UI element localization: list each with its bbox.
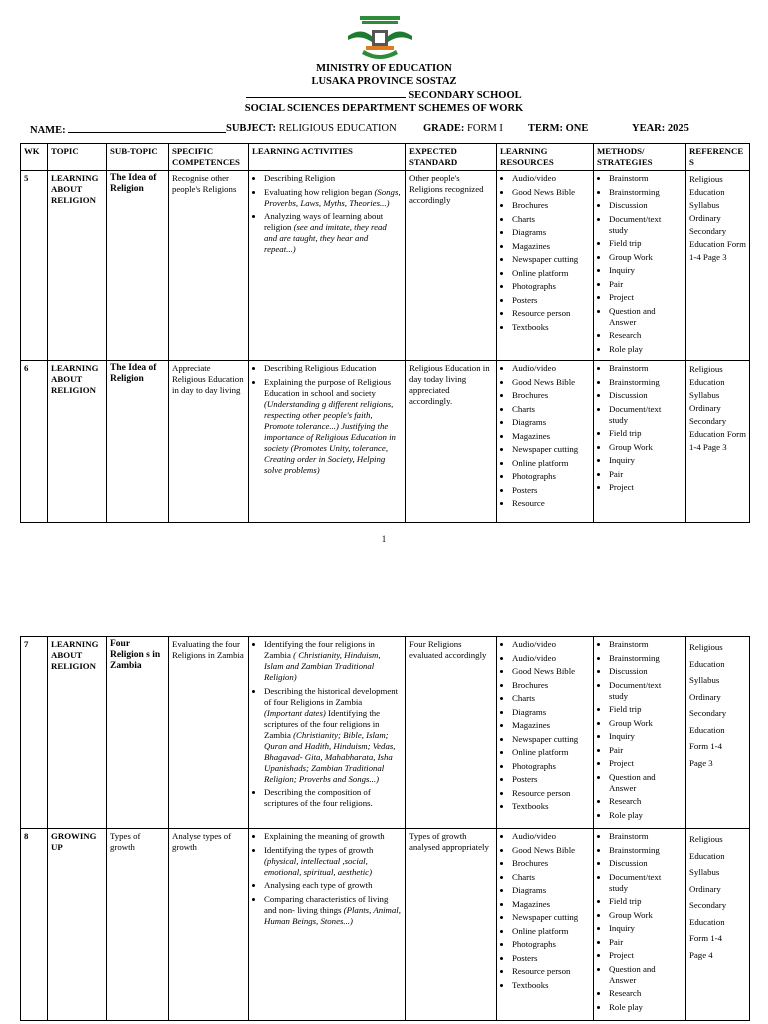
list-item: • Brochures: [512, 390, 590, 401]
week-cell: 6: [21, 361, 48, 523]
col-header: LEARNING ACTIVITIES: [249, 144, 406, 171]
list-item: • Explaining the purpose of Religious Education in school and society (Understanding g different religions, respecting other people's faith, Promote tolerance...) Justifying the importance of Religious Education in society (Promotes Unity, tolerance, Creating order in Society, Helping solve problems): [264, 377, 402, 476]
methods-cell: [594, 361, 686, 523]
list-item: • Posters: [512, 485, 590, 496]
list-item: • Diagrams: [512, 707, 590, 718]
list-item: • Inquiry: [609, 455, 682, 466]
scheme-table-1: [20, 143, 750, 523]
table-row: [21, 829, 750, 1021]
list-item: • Pair: [609, 469, 682, 480]
list-item: • Brochures: [512, 858, 590, 869]
list-item: • Online platform: [512, 926, 590, 937]
list-item: • Role play: [609, 344, 682, 355]
list-item: • Textbooks: [512, 801, 590, 812]
list-item: • Field trip: [609, 238, 682, 249]
standard-cell: Other people's Religions recognized accordingly: [406, 171, 497, 361]
list-item: • Good News Bible: [512, 187, 590, 198]
list-item: • Role play: [609, 810, 682, 821]
list-item: • Online platform: [512, 458, 590, 469]
list-item: • Field trip: [609, 704, 682, 715]
subtopic-cell: Types of growth: [107, 829, 169, 1021]
list-item: • Identifying the types of growth (physical, intellectual ,social, emotional, spiritual, aesthetic): [264, 845, 402, 878]
col-header: SUB-TOPIC: [107, 144, 169, 171]
list-item: • Pair: [609, 745, 682, 756]
competence-cell: Evaluating the four Religions in Zambia: [169, 637, 249, 829]
list-item: • Document/text study: [609, 214, 682, 236]
col-header: EXPECTED STANDARD: [406, 144, 497, 171]
list-item: • Research: [609, 330, 682, 341]
standard-cell: Four Religions evaluated accordingly: [406, 637, 497, 829]
coat-of-arms-logo: [342, 16, 418, 64]
list-item: • Discussion: [609, 666, 682, 677]
list-item: • Audio/video: [512, 831, 590, 842]
list-item: • Group Work: [609, 252, 682, 263]
topic-cell: LEARNING ABOUT RELIGION: [48, 361, 107, 523]
list-item: • Diagrams: [512, 417, 590, 428]
list-item: • Brainstorm: [609, 831, 682, 842]
list-item: • Group Work: [609, 442, 682, 453]
reference-line: Page 4: [689, 949, 713, 960]
list-item: • Document/text study: [609, 404, 682, 426]
table-row: [21, 637, 750, 829]
list-item: • Brochures: [512, 680, 590, 691]
list-item: • Audio/video: [512, 639, 590, 650]
list-item: • Identifying the four religions in Zambia ( Christianity, Hinduism, Islam and Zambian Traditional Religion): [264, 639, 402, 683]
col-header: SPECIFIC COMPETENCES: [169, 144, 249, 171]
list-item: • Resource person: [512, 308, 590, 319]
list-item: • Brainstorm: [609, 639, 682, 650]
list-item: • Photographs: [512, 471, 590, 482]
week-cell: 8: [21, 829, 48, 1021]
list-item: • Brainstorm: [609, 363, 682, 374]
page-number: 1: [381, 534, 387, 544]
list-item: • Describing Religious Education: [264, 363, 402, 374]
col-header: REFERENCE S: [686, 144, 750, 171]
competence-cell: Recognise other people's Religions: [169, 171, 249, 361]
list-item: • Magazines: [512, 431, 590, 442]
province-title: LUSAKA PROVINCE SOSTAZ: [311, 76, 457, 87]
list-item: • Resource: [512, 498, 590, 509]
list-item: • Brainstorming: [609, 377, 682, 388]
list-item: • Photographs: [512, 939, 590, 950]
list-item: • Newspaper cutting: [512, 254, 590, 265]
list-item: • Comparing characteristics of living and non- living things (Plants, Animal, Human Beings, Stones...): [264, 894, 402, 927]
list-item: • Brainstorming: [609, 653, 682, 664]
topic-cell: LEARNING ABOUT RELIGION: [48, 637, 107, 829]
list-item: • Newspaper cutting: [512, 734, 590, 745]
list-item: • Field trip: [609, 896, 682, 907]
topic-cell: LEARNING ABOUT RELIGION: [48, 171, 107, 361]
reference-line: Form 1-4: [689, 933, 722, 943]
list-item: • Diagrams: [512, 227, 590, 238]
standard-cell: Types of growth analysed appropriately: [406, 829, 497, 1021]
resources-cell: [497, 829, 594, 1021]
list-item: • Good News Bible: [512, 666, 590, 677]
reference-line: Syllabus: [689, 675, 720, 685]
list-item: • Describing Religion: [264, 173, 402, 184]
reference-line: Education: [689, 850, 725, 861]
list-item: • Inquiry: [609, 731, 682, 742]
reference-line: Secondary: [689, 708, 727, 718]
list-item: • Brainstorming: [609, 187, 682, 198]
list-item: • Diagrams: [512, 885, 590, 896]
resources-cell: [497, 171, 594, 361]
ministry-title: MINISTRY OF EDUCATION: [316, 63, 452, 74]
table-row: [21, 171, 750, 361]
list-item: • Posters: [512, 953, 590, 964]
list-item: • Group Work: [609, 910, 682, 921]
list-item: • Question and Answer: [609, 964, 682, 986]
methods-cell: [594, 829, 686, 1021]
list-item: • Audio/video: [512, 173, 590, 184]
list-item: • Project: [609, 950, 682, 961]
list-item: • Document/text study: [609, 872, 682, 894]
term-field: TERM: ONE: [528, 123, 589, 134]
list-item: • Resource person: [512, 788, 590, 799]
week-cell: 5: [21, 171, 48, 361]
list-item: • Photographs: [512, 281, 590, 292]
list-item: • Magazines: [512, 720, 590, 731]
reference-cell: [686, 637, 750, 829]
list-item: • Inquiry: [609, 265, 682, 276]
col-header: METHODS/ STRATEGIES: [594, 144, 686, 171]
list-item: • Project: [609, 758, 682, 769]
department-title: SOCIAL SCIENCES DEPARTMENT SCHEMES OF WORK: [244, 103, 524, 114]
list-item: • Online platform: [512, 268, 590, 279]
year-field: YEAR: 2025: [632, 123, 689, 134]
list-item: • Group Work: [609, 718, 682, 729]
col-header: WK: [21, 144, 48, 171]
subtopic-cell: Four Religion s in Zambia: [107, 637, 169, 829]
list-item: • Audio/video: [512, 653, 590, 664]
week-cell: 7: [21, 637, 48, 829]
list-item: • Audio/video: [512, 363, 590, 374]
scheme-table-2: [20, 636, 750, 1021]
list-item: • Brainstorming: [609, 845, 682, 856]
list-item: • Newspaper cutting: [512, 444, 590, 455]
reference-line: Syllabus: [689, 867, 720, 877]
list-item: • Textbooks: [512, 322, 590, 333]
list-item: • Charts: [512, 693, 590, 704]
reference-line: Education: [689, 916, 725, 927]
header-row: [21, 144, 750, 171]
list-item: • Evaluating how religion began (Songs, Proverbs, Laws, Myths, Theories...): [264, 187, 402, 209]
methods-cell: [594, 637, 686, 829]
subtopic-cell: The Idea of Religion: [107, 171, 169, 361]
col-header: TOPIC: [48, 144, 107, 171]
list-item: • Project: [609, 482, 682, 493]
reference-line: Education: [689, 658, 725, 669]
list-item: • Project: [609, 292, 682, 303]
activities-cell: [249, 171, 406, 361]
list-item: • Role play: [609, 1002, 682, 1013]
list-item: • Photographs: [512, 761, 590, 772]
list-item: • Discussion: [609, 390, 682, 401]
reference-line: Education: [689, 724, 725, 735]
reference-cell: Religious Education Syllabus Ordinary Secondary Education Form 1-4 Page 3: [686, 361, 750, 523]
reference-line: Ordinary: [689, 883, 721, 894]
list-item: • Charts: [512, 214, 590, 225]
resources-cell: [497, 637, 594, 829]
list-item: • Field trip: [609, 428, 682, 439]
school-name-blank[interactable]: [246, 88, 406, 98]
list-item: • Pair: [609, 279, 682, 290]
activities-cell: [249, 637, 406, 829]
list-item: • Explaining the meaning of growth: [264, 831, 402, 842]
reference-line: Ordinary: [689, 691, 721, 702]
activities-cell: [249, 829, 406, 1021]
activities-cell: [249, 361, 406, 523]
list-item: • Textbooks: [512, 980, 590, 991]
col-header: LEARNING RESOURCES: [497, 144, 594, 171]
competence-cell: Appreciate Religious Education in day to day living: [169, 361, 249, 523]
list-item: • Describing the historical development of four Religions in Zambia (Important dates) Identifying the scriptures of the four religions in Zambia (Christianity; Bible, Islam; Quran and Hadith, Hinduism; Vedas, Bhagavad- Gita, Mahabharata, Isha Upanishads; Zambian Traditional Religion; Proverbs and Songs...): [264, 686, 402, 785]
list-item: • Newspaper cutting: [512, 912, 590, 923]
competence-cell: Analyse types of growth: [169, 829, 249, 1021]
methods-cell: [594, 171, 686, 361]
list-item: • Charts: [512, 872, 590, 883]
reference-line: Religious: [689, 642, 723, 652]
list-item: • Online platform: [512, 747, 590, 758]
list-item: • Good News Bible: [512, 845, 590, 856]
resources-cell: [497, 361, 594, 523]
subtopic-cell: The Idea of Religion: [107, 361, 169, 523]
list-item: • Brainstorm: [609, 173, 682, 184]
list-item: • Magazines: [512, 899, 590, 910]
list-item: • Charts: [512, 404, 590, 415]
list-item: • Analysing each type of growth: [264, 880, 402, 891]
list-item: • Brochures: [512, 200, 590, 211]
list-item: • Posters: [512, 295, 590, 306]
list-item: • Question and Answer: [609, 772, 682, 794]
list-item: • Research: [609, 796, 682, 807]
list-item: • Inquiry: [609, 923, 682, 934]
grade-field: GRADE: FORM I: [423, 123, 503, 134]
reference-line: Religious: [689, 834, 723, 844]
school-title: SECONDARY SCHOOL: [0, 88, 768, 102]
subject-field: SUBJECT: RELIGIOUS EDUCATION: [226, 123, 397, 134]
list-item: • Pair: [609, 937, 682, 948]
standard-cell: Religious Education in day today living appreciated accordingly.: [406, 361, 497, 523]
reference-cell: Religious Education Syllabus Ordinary Secondary Education Form 1-4 Page 3: [686, 171, 750, 361]
reference-line: Page 3: [689, 757, 713, 768]
list-item: • Resource person: [512, 966, 590, 977]
list-item: • Posters: [512, 774, 590, 785]
reference-cell: [686, 829, 750, 1021]
list-item: • Discussion: [609, 858, 682, 869]
reference-line: Secondary: [689, 900, 727, 910]
list-item: • Magazines: [512, 241, 590, 252]
topic-cell: GROWING UP: [48, 829, 107, 1021]
list-item: • Question and Answer: [609, 306, 682, 328]
list-item: • Research: [609, 988, 682, 999]
list-item: • Describing the composition of scriptures of the four religions.: [264, 787, 402, 809]
list-item: • Analyzing ways of learning about religion (see and imitate, they read and are taught, they hear and repeat...): [264, 211, 402, 255]
list-item: • Good News Bible: [512, 377, 590, 388]
list-item: • Document/text study: [609, 680, 682, 702]
table-row: [21, 361, 750, 523]
list-item: • Discussion: [609, 200, 682, 211]
reference-line: Form 1-4: [689, 741, 722, 751]
name-field[interactable]: NAME:: [30, 123, 226, 136]
